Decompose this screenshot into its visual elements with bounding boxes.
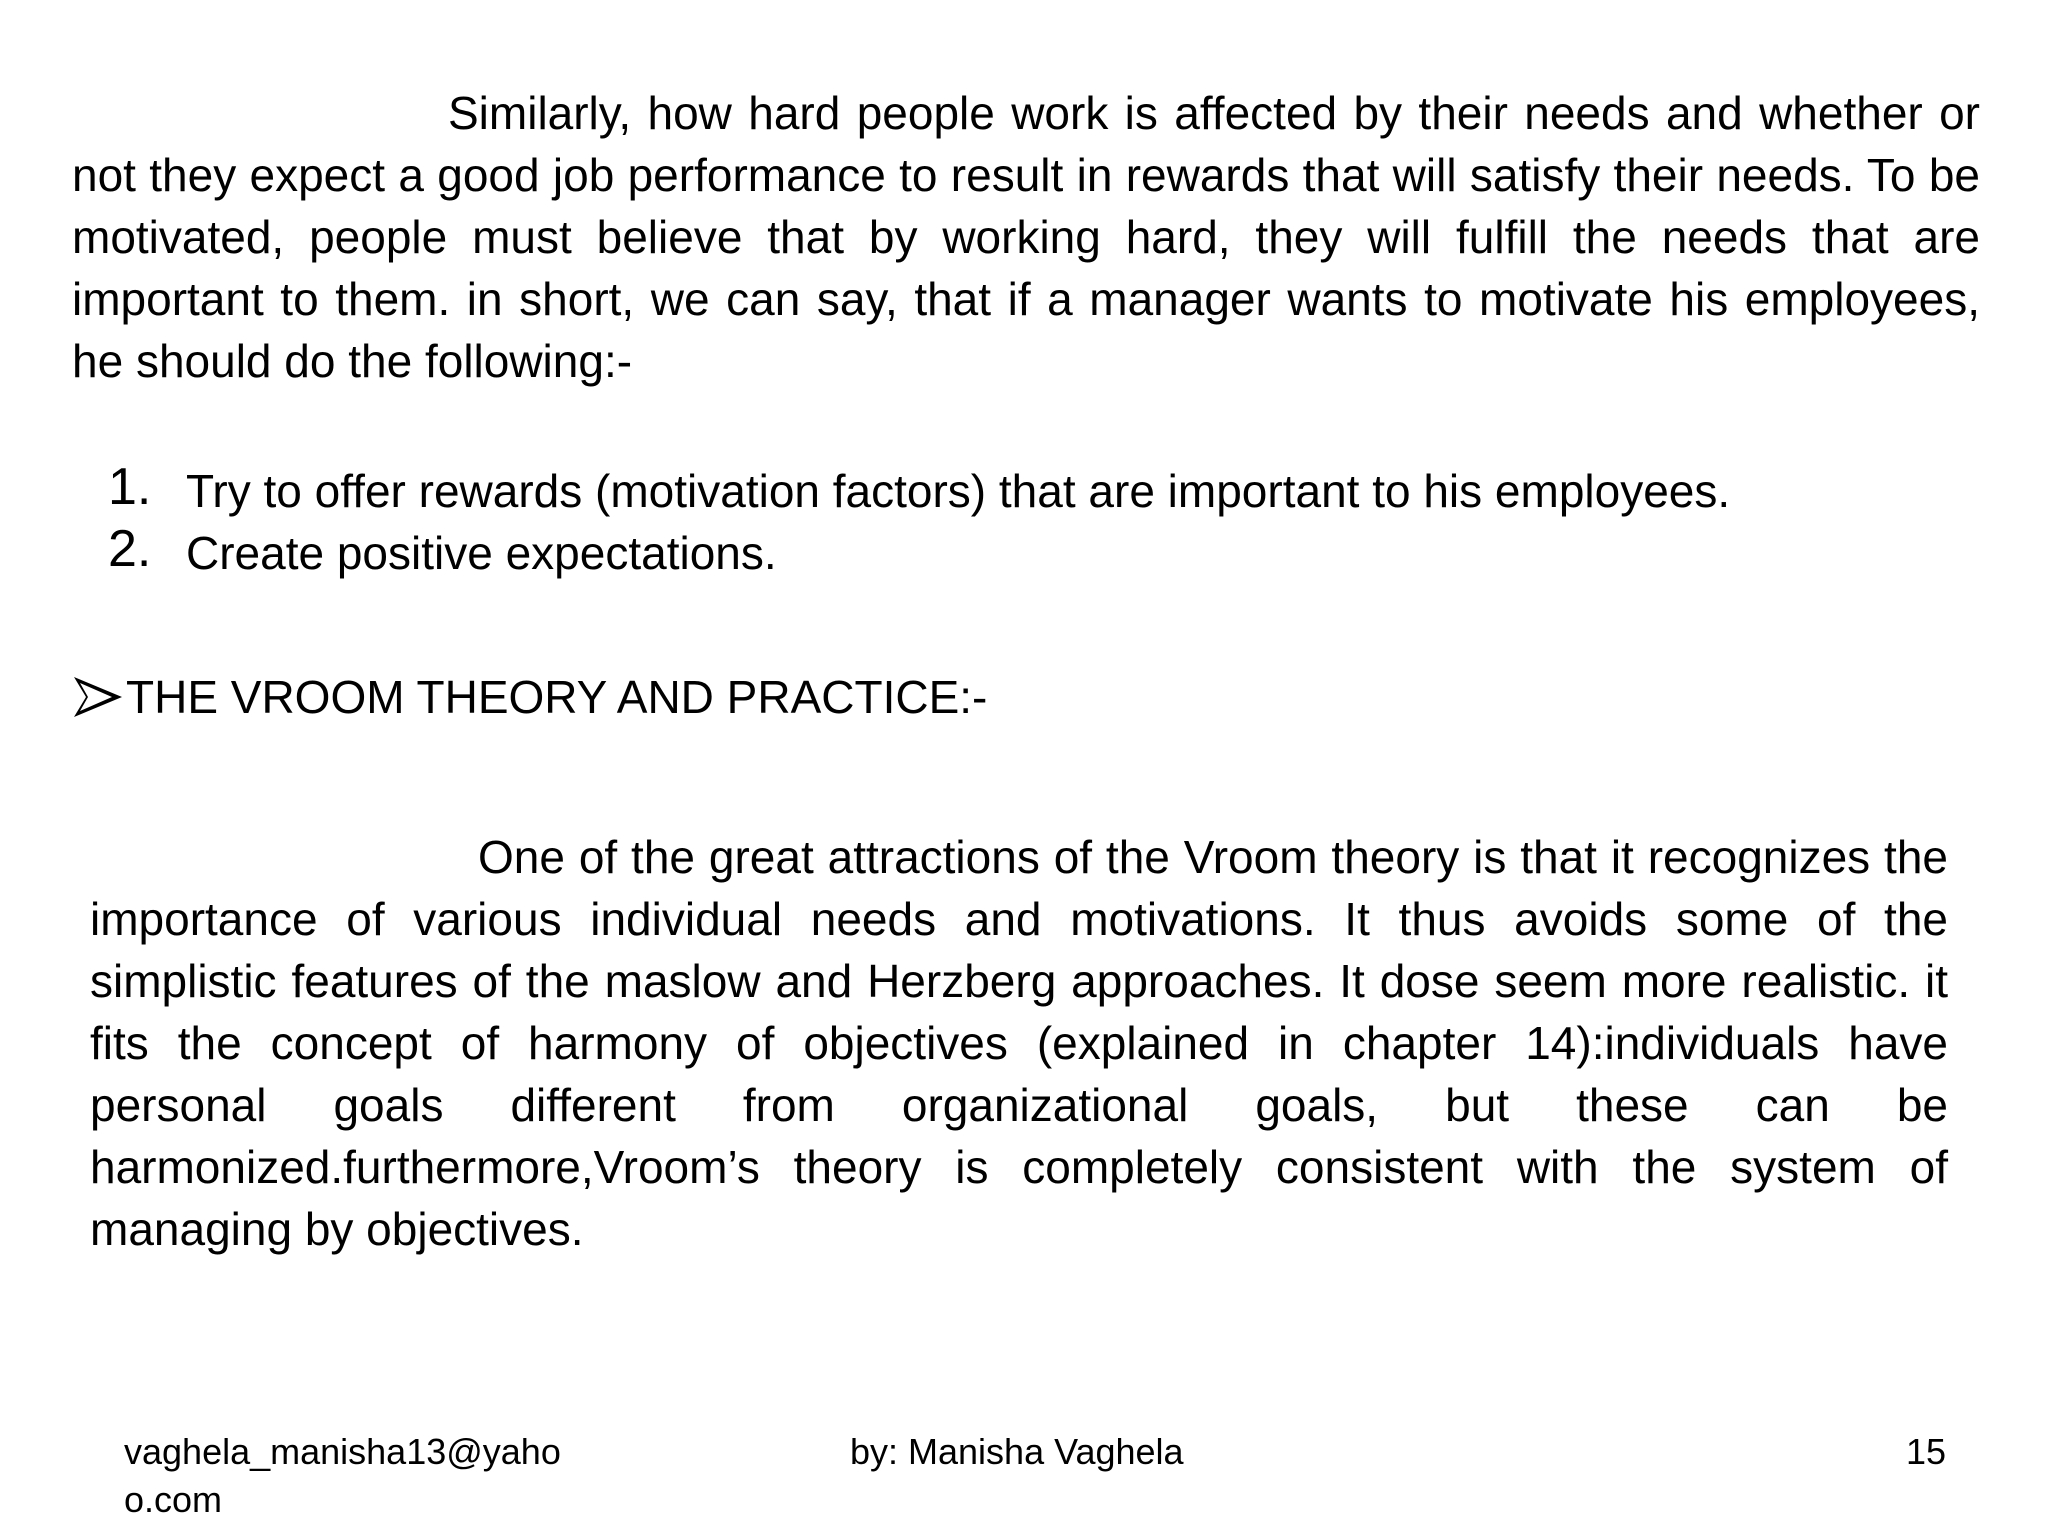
intro-paragraph: Similarly, how hard people work is affected by their needs and whether or not they expect a good job performance to result in rewards that will satisfy their needs. To be motivated, people must believe that by working hard, they will fulfill the needs that are important to them. in short, we can say, that if a manager wants to motivate his employees, he should do the following:- [72,87,1980,387]
list-item [100,460,2000,522]
page-number: 15 [1906,1431,1947,1472]
list-item-number: 1. [108,458,152,516]
list-item-text: Try to offer rewards (motivation factors) that are important to his employees. [186,465,1731,517]
action-list [100,460,2000,584]
section-heading [72,666,987,728]
section-heading-text: THE VROOM THEORY AND PRACTICE:- [126,671,988,723]
list-item-number: 2. [108,520,152,578]
footer-author: by: Manisha Vaghela [850,1431,1184,1472]
arrow-bullet-icon [72,675,124,719]
list-item [100,522,2000,584]
list-item-text: Create positive expectations. [186,527,777,579]
vroom-paragraph: One of the great attractions of the Vroom theory is that it recognizes the importance of various individual needs and motivations. It thus avoids some of the simplistic features of the maslow and Herzberg approaches. It dose seem more realistic. it fits the concept of harmony of objectives (explained in chapter 14):individuals have personal goals different from organizational goals, but these can be harmonized.furthermore,Vroom’s theory is completely consistent with the system of managing by objectives. [90,831,1948,1255]
footer-email: vaghela_manisha13@yahoo.com [124,1431,561,1520]
